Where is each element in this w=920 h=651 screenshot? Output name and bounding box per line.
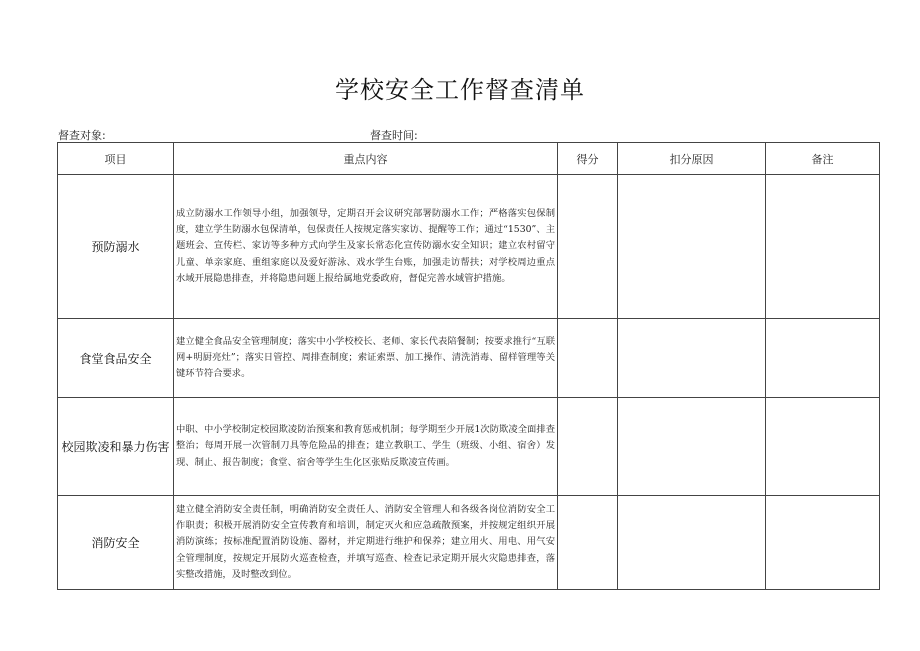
page-title: 学校安全工作督查清单 bbox=[335, 76, 585, 104]
deduction-cell[interactable] bbox=[618, 398, 766, 496]
table-header-row bbox=[58, 143, 880, 175]
deduction-cell[interactable] bbox=[618, 175, 766, 319]
inspection-target-label: 督查对象: bbox=[58, 129, 106, 142]
header-score: 得分 bbox=[558, 143, 618, 175]
checklist-table bbox=[57, 142, 880, 590]
header-item: 项目 bbox=[58, 143, 174, 175]
content-text: 建立健全消防安全责任制，明确消防安全责任人、消防安全管理人和各级各岗位消防安全工作职责；积极开展消防安全宣传教育和培训，制定灭火和应急疏散预案，并按规定组织开展消防演练；按标准配置消防设施、器材，并定期进行维护和保养；建立用火、用电、用气安全管理制度，按规定开展防火巡查检查，并填写巡查、检查记录定期开展火灾隐患排查，落实整改措施，及时整改到位。 bbox=[176, 503, 555, 580]
deduction-cell[interactable] bbox=[618, 496, 766, 590]
content-cell bbox=[174, 496, 558, 590]
table-row bbox=[58, 398, 880, 496]
content-text: 建立健全食品安全管理制度；落实中小学校校长、老师、家长代表陪餐制；按要求推行“互联网+明厨亮灶”；落实日管控、周排查制度；索证索票、加工操作、清洗消毒、留样管理等关键环节符合要求。 bbox=[176, 335, 555, 380]
score-cell[interactable] bbox=[558, 319, 618, 398]
item-cell: 预防溺水 bbox=[58, 175, 174, 319]
table-row bbox=[58, 319, 880, 398]
content-cell bbox=[174, 398, 558, 496]
remark-cell[interactable] bbox=[766, 175, 880, 319]
item-cell: 消防安全 bbox=[58, 496, 174, 590]
deduction-cell[interactable] bbox=[618, 319, 766, 398]
item-cell: 食堂食品安全 bbox=[58, 319, 174, 398]
table-row bbox=[58, 496, 880, 590]
remark-cell[interactable] bbox=[766, 319, 880, 398]
score-cell[interactable] bbox=[558, 496, 618, 590]
header-remark: 备注 bbox=[766, 143, 880, 175]
content-text: 成立防溺水工作领导小组，加强领导，定期召开会议研究部署防溺水工作；严格落实包保制度，建立学生防溺水包保清单，包保责任人按规定落实家访、提醒等工作；通过“1530”、主题班会、宣传栏、家访等多种方式向学生及家长常态化宣传防溺水安全知识；建立农村留守儿童、单亲家庭、重组家庭以及爱好游泳、戏水学生台账，加强走访帮扶；对学校周边重点水域开展隐患排查，并将隐患问题上报给属地党委政府，督促完善水域管护措施。 bbox=[176, 207, 555, 284]
content-cell bbox=[174, 175, 558, 319]
score-cell[interactable] bbox=[558, 175, 618, 319]
table-row bbox=[58, 175, 880, 319]
content-cell bbox=[174, 319, 558, 398]
item-cell: 校园欺凌和暴力伤害 bbox=[58, 398, 174, 496]
header-content: 重点内容 bbox=[174, 143, 558, 175]
content-text: 中职、中小学校制定校园欺凌防治预案和教育惩戒机制；每学期至少开展1次防欺凌全面排查整治；每周开展一次管制刀具等危险品的排查；建立教职工、学生（班级、小组、宿舍）发现、制止、报告制度；食堂、宿舍等学生生化区张贴反欺凌宣传画。 bbox=[176, 424, 555, 468]
remark-cell[interactable] bbox=[766, 496, 880, 590]
score-cell[interactable] bbox=[558, 398, 618, 496]
remark-cell[interactable] bbox=[766, 398, 880, 496]
inspection-time-label: 督查时间: bbox=[370, 129, 418, 142]
header-deduction-reason: 扣分原因 bbox=[618, 143, 766, 175]
